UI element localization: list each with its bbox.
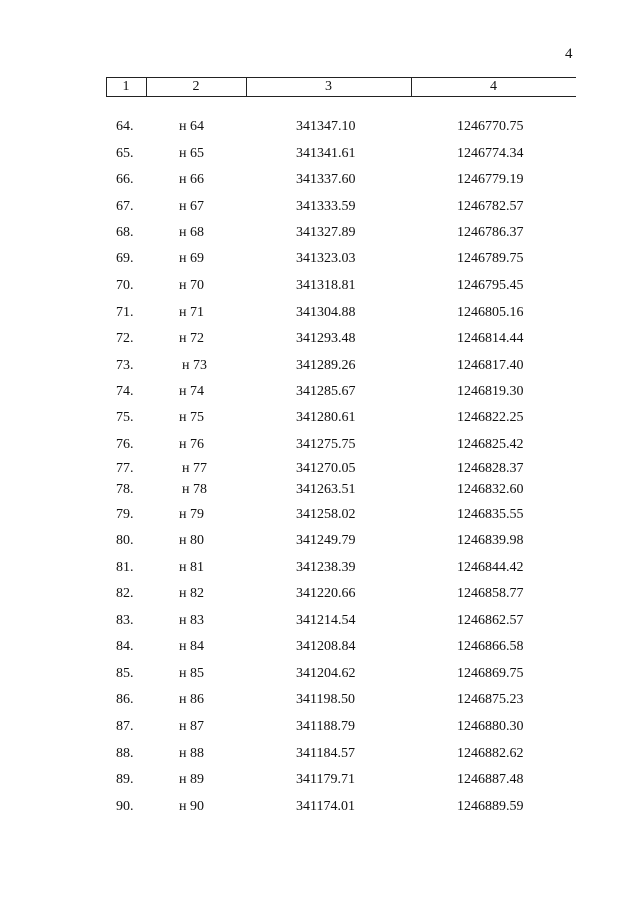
coordinate-x: 341198.50 bbox=[296, 692, 355, 707]
coordinate-x: 341258.02 bbox=[296, 507, 356, 522]
point-id: н 73 bbox=[182, 358, 207, 373]
table-row bbox=[0, 666, 637, 686]
row-number: 90. bbox=[116, 799, 134, 814]
point-id: н 74 bbox=[179, 384, 204, 399]
coordinate-x: 341333.59 bbox=[296, 199, 356, 214]
table-row bbox=[0, 305, 637, 325]
point-id: н 82 bbox=[179, 586, 204, 601]
row-number: 66. bbox=[116, 172, 134, 187]
point-id: н 66 bbox=[179, 172, 204, 187]
point-id: н 71 bbox=[179, 305, 204, 320]
point-id: н 78 bbox=[182, 482, 207, 497]
coordinate-x: 341184.57 bbox=[296, 746, 355, 761]
point-id: н 85 bbox=[179, 666, 204, 681]
table-row bbox=[0, 119, 637, 139]
row-number: 83. bbox=[116, 613, 134, 628]
coordinate-y: 1246839.98 bbox=[457, 533, 524, 548]
coordinate-y: 1246858.77 bbox=[457, 586, 524, 601]
coordinate-y: 1246889.59 bbox=[457, 799, 524, 814]
coordinate-y: 1246782.57 bbox=[457, 199, 524, 214]
coordinate-x: 341214.54 bbox=[296, 613, 356, 628]
coordinate-y: 1246779.19 bbox=[457, 172, 524, 187]
table-header bbox=[106, 77, 576, 97]
point-id: н 89 bbox=[179, 772, 204, 787]
coordinate-y: 1246825.42 bbox=[457, 437, 524, 452]
header-col-1: 1 bbox=[122, 79, 130, 94]
coordinate-x: 341285.67 bbox=[296, 384, 356, 399]
table-row bbox=[0, 410, 637, 430]
coordinate-y: 1246828.37 bbox=[457, 461, 524, 476]
table-row bbox=[0, 278, 637, 298]
coordinate-x: 341270.05 bbox=[296, 461, 356, 476]
coordinate-x: 341289.26 bbox=[296, 358, 356, 373]
row-number: 73. bbox=[116, 358, 134, 373]
row-number: 89. bbox=[116, 772, 134, 787]
coordinate-x: 341318.81 bbox=[296, 278, 356, 293]
point-id: н 67 bbox=[179, 199, 204, 214]
point-id: н 72 bbox=[179, 331, 204, 346]
point-id: н 68 bbox=[179, 225, 204, 240]
table-row bbox=[0, 384, 637, 404]
point-id: н 77 bbox=[182, 461, 207, 476]
point-id: н 87 bbox=[179, 719, 204, 734]
coordinate-y: 1246786.37 bbox=[457, 225, 524, 240]
point-id: н 84 bbox=[179, 639, 204, 654]
table-row bbox=[0, 639, 637, 659]
header-top-rule bbox=[106, 77, 576, 78]
point-id: н 79 bbox=[179, 507, 204, 522]
row-number: 82. bbox=[116, 586, 134, 601]
table-row bbox=[0, 199, 637, 219]
coordinate-x: 341204.62 bbox=[296, 666, 356, 681]
table-row bbox=[0, 772, 637, 792]
coordinate-y: 1246805.16 bbox=[457, 305, 524, 320]
header-col-3: 3 bbox=[325, 79, 332, 94]
point-id: н 76 bbox=[179, 437, 204, 452]
point-id: н 65 bbox=[179, 146, 204, 161]
table-row bbox=[0, 507, 637, 527]
table-row bbox=[0, 746, 637, 766]
coordinate-y: 1246875.23 bbox=[457, 692, 524, 707]
row-number: 80. bbox=[116, 533, 134, 548]
table-row bbox=[0, 251, 637, 271]
point-id: н 83 bbox=[179, 613, 204, 628]
coordinate-y: 1246817.40 bbox=[457, 358, 524, 373]
point-id: н 86 bbox=[179, 692, 204, 707]
coordinate-x: 341238.39 bbox=[296, 560, 356, 575]
point-id: н 81 bbox=[179, 560, 204, 575]
coordinate-x: 341280.61 bbox=[296, 410, 356, 425]
coordinate-y: 1246795.45 bbox=[457, 278, 524, 293]
row-number: 75. bbox=[116, 410, 134, 425]
row-number: 85. bbox=[116, 666, 134, 681]
point-id: н 75 bbox=[179, 410, 204, 425]
point-id: н 70 bbox=[179, 278, 204, 293]
row-number: 69. bbox=[116, 251, 134, 266]
point-id: н 80 bbox=[179, 533, 204, 548]
coordinate-x: 341179.71 bbox=[296, 772, 355, 787]
row-number: 79. bbox=[116, 507, 134, 522]
table-row bbox=[0, 437, 637, 457]
table-row bbox=[0, 586, 637, 606]
point-id: н 69 bbox=[179, 251, 204, 266]
row-number: 67. bbox=[116, 199, 134, 214]
coordinate-y: 1246774.34 bbox=[457, 146, 524, 161]
table-row bbox=[0, 331, 637, 351]
header-bottom-rule bbox=[106, 96, 576, 97]
coordinate-y: 1246862.57 bbox=[457, 613, 524, 628]
row-number: 71. bbox=[116, 305, 134, 320]
coordinate-y: 1246814.44 bbox=[457, 331, 524, 346]
coordinate-y: 1246880.30 bbox=[457, 719, 524, 734]
row-number: 87. bbox=[116, 719, 134, 734]
coordinate-y: 1246789.75 bbox=[457, 251, 524, 266]
coordinate-y: 1246832.60 bbox=[457, 482, 524, 497]
coordinate-x: 341337.60 bbox=[296, 172, 356, 187]
coordinate-x: 341249.79 bbox=[296, 533, 356, 548]
table-row bbox=[0, 358, 637, 378]
table-row bbox=[0, 225, 637, 245]
point-id: н 64 bbox=[179, 119, 204, 134]
coordinate-y: 1246819.30 bbox=[457, 384, 524, 399]
row-number: 64. bbox=[116, 119, 134, 134]
page-number: 4 bbox=[565, 46, 573, 62]
coordinate-y: 1246835.55 bbox=[457, 507, 524, 522]
coordinate-y: 1246887.48 bbox=[457, 772, 524, 787]
coordinate-x: 341304.88 bbox=[296, 305, 356, 320]
row-number: 84. bbox=[116, 639, 134, 654]
coordinate-y: 1246770.75 bbox=[457, 119, 524, 134]
point-id: н 90 bbox=[179, 799, 204, 814]
coordinate-x: 341323.03 bbox=[296, 251, 356, 266]
coordinate-y: 1246844.42 bbox=[457, 560, 524, 575]
header-col-2: 2 bbox=[192, 79, 200, 94]
coordinate-x: 341220.66 bbox=[296, 586, 356, 601]
table-row bbox=[0, 461, 637, 481]
coordinate-x: 341293.48 bbox=[296, 331, 356, 346]
row-number: 81. bbox=[116, 560, 134, 575]
row-number: 74. bbox=[116, 384, 134, 399]
coordinate-y: 1246866.58 bbox=[457, 639, 524, 654]
coordinate-y: 1246822.25 bbox=[457, 410, 524, 425]
coordinate-x: 341327.89 bbox=[296, 225, 356, 240]
point-id: н 88 bbox=[179, 746, 204, 761]
row-number: 76. bbox=[116, 437, 134, 452]
table-row bbox=[0, 613, 637, 633]
table-row bbox=[0, 719, 637, 739]
coordinate-y: 1246882.62 bbox=[457, 746, 524, 761]
table-row bbox=[0, 533, 637, 553]
row-number: 72. bbox=[116, 331, 134, 346]
row-number: 78. bbox=[116, 482, 134, 497]
coordinate-x: 341188.79 bbox=[296, 719, 355, 734]
table-row bbox=[0, 482, 637, 502]
table-row bbox=[0, 692, 637, 712]
coordinate-x: 341275.75 bbox=[296, 437, 356, 452]
row-number: 77. bbox=[116, 461, 134, 476]
table-row bbox=[0, 799, 637, 819]
row-number: 70. bbox=[116, 278, 134, 293]
header-col-4: 4 bbox=[490, 79, 497, 94]
row-number: 86. bbox=[116, 692, 134, 707]
coordinate-y: 1246869.75 bbox=[457, 666, 524, 681]
coordinate-x: 341263.51 bbox=[296, 482, 356, 497]
coordinate-x: 341208.84 bbox=[296, 639, 356, 654]
table-row bbox=[0, 560, 637, 580]
coordinate-x: 341347.10 bbox=[296, 119, 356, 134]
coordinate-x: 341174.01 bbox=[296, 799, 355, 814]
row-number: 68. bbox=[116, 225, 134, 240]
coordinate-x: 341341.61 bbox=[296, 146, 356, 161]
row-number: 65. bbox=[116, 146, 134, 161]
table-row bbox=[0, 172, 637, 192]
row-number: 88. bbox=[116, 746, 134, 761]
table-row bbox=[0, 146, 637, 166]
